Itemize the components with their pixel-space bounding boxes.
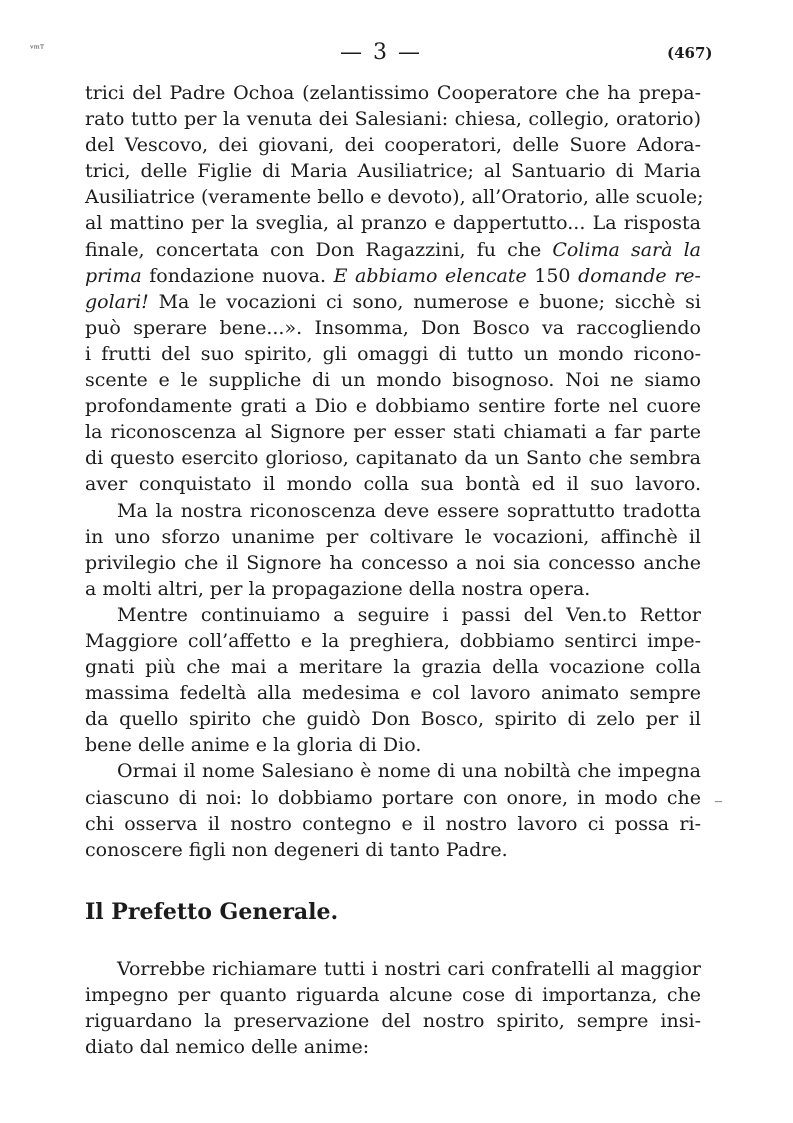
text-line: impegno per quanto riguarda alcune cose di importanza, che — [85, 984, 701, 1007]
text-line — [85, 237, 701, 263]
text-line: a molti altri, per la propagazione della nostra opera. — [85, 577, 591, 600]
main-text — [85, 80, 704, 863]
text-line: trici del Padre Ochoa (zelantissimo Cooperatore che ha prepa- — [85, 82, 701, 104]
reference-number: (467) — [667, 44, 713, 62]
text-line: privilegio che il Signore ha concesso a noi sia concesso anche — [85, 551, 701, 574]
text-line: massima fedeltà alla medesima e col lavoro animato sempre — [85, 682, 701, 705]
text-line: Ma la nostra riconoscenza deve essere soprattutto tradotta — [117, 499, 701, 522]
text-segment: fondazione nuova. — [141, 264, 334, 287]
text-line: diato dal nemico delle anime: — [85, 1036, 370, 1059]
text-segment: finale, concertata con Don Ragazzini, fu che — [85, 238, 553, 261]
text-line: può sperare bene...». Insomma, Don Bosco va raccogliendo — [85, 316, 701, 339]
text-line: chi osserva il nostro contegno e il nostro lavoro ci possa ri- — [85, 812, 701, 835]
italic-text: prima — [85, 264, 142, 287]
italic-text: golari! — [85, 290, 149, 313]
text-line: al mattino per la sveglia, al pranzo e dappertutto... La risposta — [85, 212, 701, 235]
text-line: in uno sforzo unanime per coltivare le vocazioni, affinchè il — [85, 525, 701, 548]
text-line: Maggiore coll’affetto e la preghiera, dobbiamo sentirci impe- — [85, 629, 701, 652]
text-line: i frutti del suo spirito, gli omaggi di tutto un mondo ricono- — [85, 342, 701, 365]
text-line: profondamente grati a Dio e dobbiamo sentire forte nel cuore — [85, 395, 701, 418]
text-line: del Vescovo, dei giovani, dei cooperatori, delle Suore Adora- — [85, 134, 701, 157]
text-line: Ausiliatrice (veramente bello e devoto), all’Oratorio, alle scuole; — [85, 186, 704, 209]
text-line: scente e le suppliche di un mondo bisognoso. Noi ne siamo — [85, 369, 701, 392]
text-line: rato tutto per la venuta dei Salesiani: chiesa, collegio, oratorio) — [85, 108, 701, 131]
text-line: Vorrebbe richiamare tutti i nostri cari confratelli al maggior — [117, 958, 701, 980]
text-line: riguardano la preservazione del nostro spirito, sempre insi- — [85, 1010, 701, 1033]
section-title: Il Prefetto Generale. — [85, 899, 339, 925]
corner-mark: ᵛᵐᵀ — [30, 44, 45, 55]
italic-text: domande re- — [578, 264, 701, 287]
text-line: la riconoscenza al Signore per esser stati chiamati a far parte — [85, 421, 701, 444]
text-line: trici, delle Figlie di Maria Ausiliatrice; al Santuario di Maria — [85, 160, 701, 183]
page-number: — 3 — — [340, 40, 422, 65]
text-line — [85, 289, 701, 315]
text-line: ciascuno di noi: lo dobbiamo portare con onore, in modo che — [85, 786, 701, 809]
text-line: conoscere figli non degeneri di tanto Padre. — [85, 838, 508, 861]
text-line: di questo esercito glorioso, capitanato da un Santo che sembra — [85, 447, 701, 470]
text-line: bene delle anime e la gloria di Dio. — [85, 734, 422, 757]
text-line: gnati più che mai a meritare la grazia della vocazione colla — [85, 656, 701, 679]
italic-text: Colima sarà la — [552, 238, 701, 261]
text-line: Ormai il nome Salesiano è nome di una nobiltà che impegna — [117, 760, 701, 783]
italic-text: E abbiamo elencate — [333, 264, 527, 287]
text-segment: 150 — [526, 264, 579, 287]
text-segment: Ma le vocazioni ci sono, numerose e buone; sicchè si — [148, 290, 701, 313]
text-line: da quello spirito che guidò Don Bosco, spirito di zelo per il — [85, 708, 701, 731]
text-line — [85, 263, 701, 289]
section-text — [85, 956, 701, 1060]
text-line: Mentre continuiamo a seguire i passi del Ven.to Rettor — [117, 603, 701, 626]
page-header — [0, 40, 793, 66]
text-line: aver conquistato il mondo colla sua bontà ed il suo lavoro. — [85, 473, 701, 496]
margin-mark: _ — [715, 787, 722, 803]
